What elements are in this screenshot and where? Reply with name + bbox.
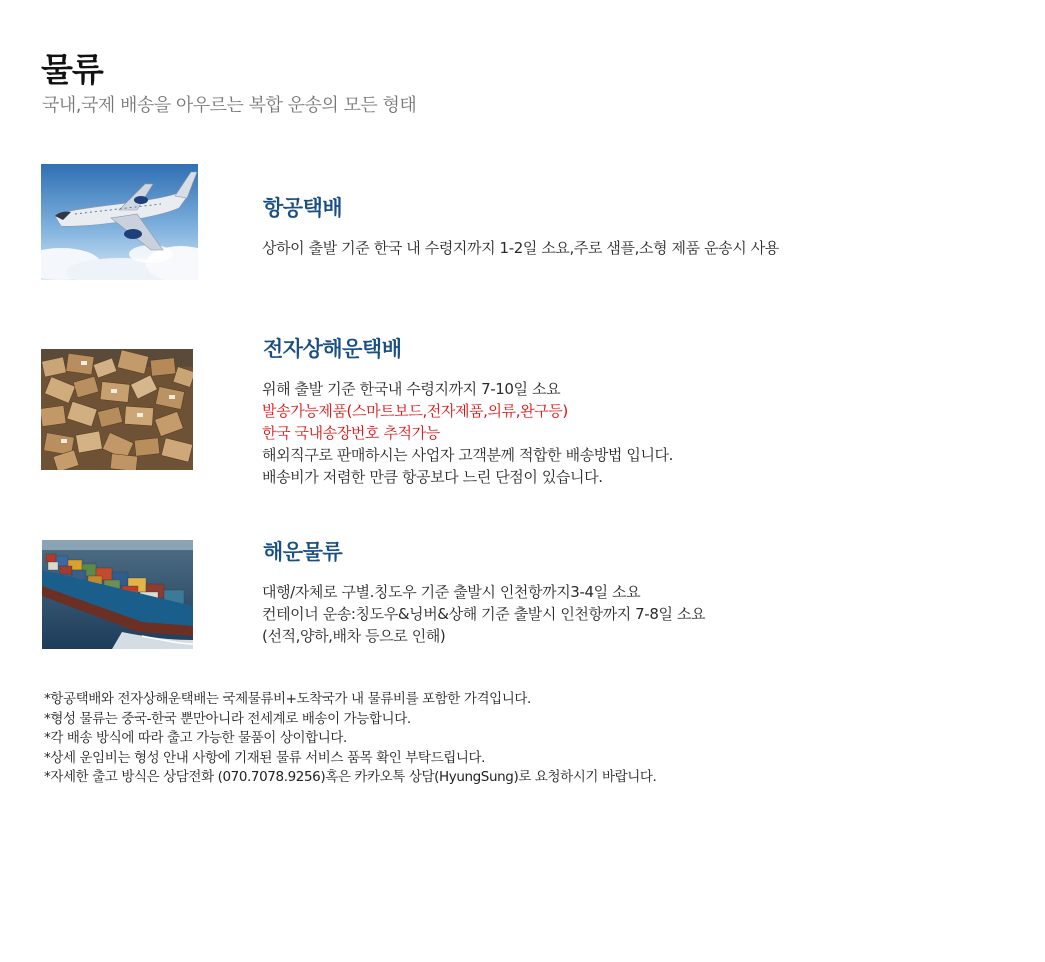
note-item: *항공택배와 전자상해운택배는 국제물류비+도착국가 내 물류비를 포함한 가격입니다. (44, 691, 531, 707)
page-title: 물류 (41, 50, 103, 89)
service-line: 위해 출발 기준 한국내 수령지까지 7-10일 소요 (262, 380, 561, 398)
service-line: 대행/자체로 구별.칭도우 기준 출발시 인천항까지3-4일 소요 (262, 583, 641, 601)
service-line: 컨테이너 운송:칭도우&닝버&상해 기준 출발시 인천항까지 7-8일 소요 (262, 605, 706, 623)
service-title-air: 항공택배 (263, 196, 343, 220)
service-line-highlight: 한국 국내송장번호 추적가능 (262, 424, 440, 442)
service-line: 상하이 출발 기준 한국 내 수령지까지 1-2일 소요,주로 샘플,소형 제품 운송시 사용 (262, 239, 779, 257)
service-line: 배송비가 저렴한 만큼 항공보다 느린 단점이 있습니다. (262, 468, 603, 486)
service-desc-ecommerce-sea (262, 378, 673, 488)
service-line: (선적,양하,배차 등으로 인해) (262, 627, 446, 645)
notes-list (44, 690, 656, 788)
note-item: *각 배송 방식에 따라 출고 가능한 물품이 상이합니다. (44, 730, 347, 746)
container-ship-photo (42, 540, 193, 649)
service-title-ecommerce-sea: 전자상해운택배 (263, 337, 402, 361)
service-desc-air (262, 237, 779, 259)
note-item: *상세 운임비는 형성 안내 사항에 기재된 물류 서비스 품목 확인 부탁드립니다. (44, 749, 486, 766)
service-line: 해외직구로 판매하시는 사업자 고객분께 적합한 배송방법 입니다. (262, 446, 674, 464)
airplane-photo (41, 164, 198, 280)
page-subtitle: 국내,국제 배송을 아우르는 복합 운송의 모든 형태 (42, 95, 417, 116)
note-item: *자세한 출고 방식은 상담전화 (070.7078.9256)혹은 카카오톡 상담(HyungSung)로 요청하시기 바랍니다. (44, 769, 657, 785)
service-title-sea-freight: 해운물류 (263, 540, 343, 564)
note-item: *형성 물류는 중국-한국 뿐만아니라 전세계로 배송이 가능합니다. (44, 710, 411, 727)
parcel-boxes-photo (41, 349, 193, 470)
service-line-highlight: 발송가능제품(스마트보드,전자제품,의류,완구등) (262, 402, 568, 420)
service-desc-sea-freight (262, 581, 705, 647)
